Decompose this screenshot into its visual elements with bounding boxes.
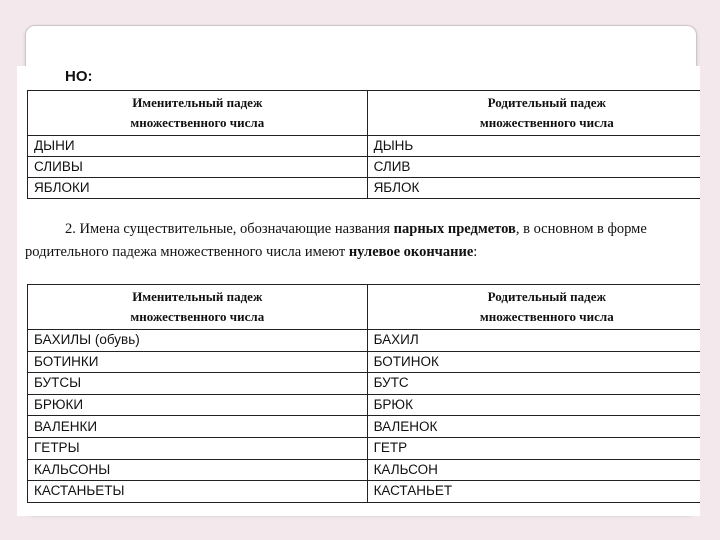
genitive-cell: ВАЛЕНОК (367, 416, 700, 438)
header-nominative: Именительный падеж множественного числа (28, 285, 368, 330)
header-genitive: Родительный падеж множественного числа (367, 285, 700, 330)
nominative-cell: ГЕТРЫ (28, 437, 368, 459)
genitive-cell: ЯБЛОК (367, 178, 700, 199)
table-header-row (28, 285, 701, 330)
nominative-cell: БУТСЫ (28, 373, 368, 395)
genitive-cell: КАЛЬСОН (367, 459, 700, 481)
table-row (28, 330, 701, 352)
document-scan (17, 66, 700, 516)
genitive-cell: СЛИВ (367, 157, 700, 178)
table-row (28, 416, 701, 438)
table-row (28, 351, 701, 373)
table-row (28, 481, 701, 503)
table-row (28, 459, 701, 481)
table-row (28, 157, 701, 178)
genitive-cell: БОТИНОК (367, 351, 700, 373)
table-paired-items (27, 284, 700, 503)
genitive-cell: ДЫНЬ (367, 136, 700, 157)
table-row (28, 373, 701, 395)
table-row (28, 437, 701, 459)
genitive-cell: КАСТАНЬЕТ (367, 481, 700, 503)
header-genitive: Родительный падеж множественного числа (367, 91, 700, 136)
nominative-cell: КАЛЬСОНЫ (28, 459, 368, 481)
table-row (28, 136, 701, 157)
genitive-cell: БРЮК (367, 394, 700, 416)
nominative-cell: ВАЛЕНКИ (28, 416, 368, 438)
table-row (28, 178, 701, 199)
table-header-row (28, 91, 701, 136)
rule-paragraph: 2. Имена существительные, обозначающие названия парных предметов, в основном в форме родительного падежа множественного числа имеют нулевое окончание: (25, 221, 647, 260)
table-row (28, 394, 701, 416)
nominative-cell: БОТИНКИ (28, 351, 368, 373)
nominative-cell: КАСТАНЬЕТЫ (28, 481, 368, 503)
nominative-cell: БРЮКИ (28, 394, 368, 416)
nominative-cell: ЯБЛОКИ (28, 178, 368, 199)
genitive-cell: БАХИЛ (367, 330, 700, 352)
nominative-cell: ДЫНИ (28, 136, 368, 157)
header-nominative: Именительный падеж множественного числа (28, 91, 368, 136)
section-heading: НО: (65, 68, 93, 85)
nominative-cell: СЛИВЫ (28, 157, 368, 178)
genitive-cell: ГЕТР (367, 437, 700, 459)
genitive-cell: БУТС (367, 373, 700, 395)
nominative-cell: БАХИЛЫ (обувь) (28, 330, 368, 352)
table-plural-nouns-1 (27, 90, 700, 199)
